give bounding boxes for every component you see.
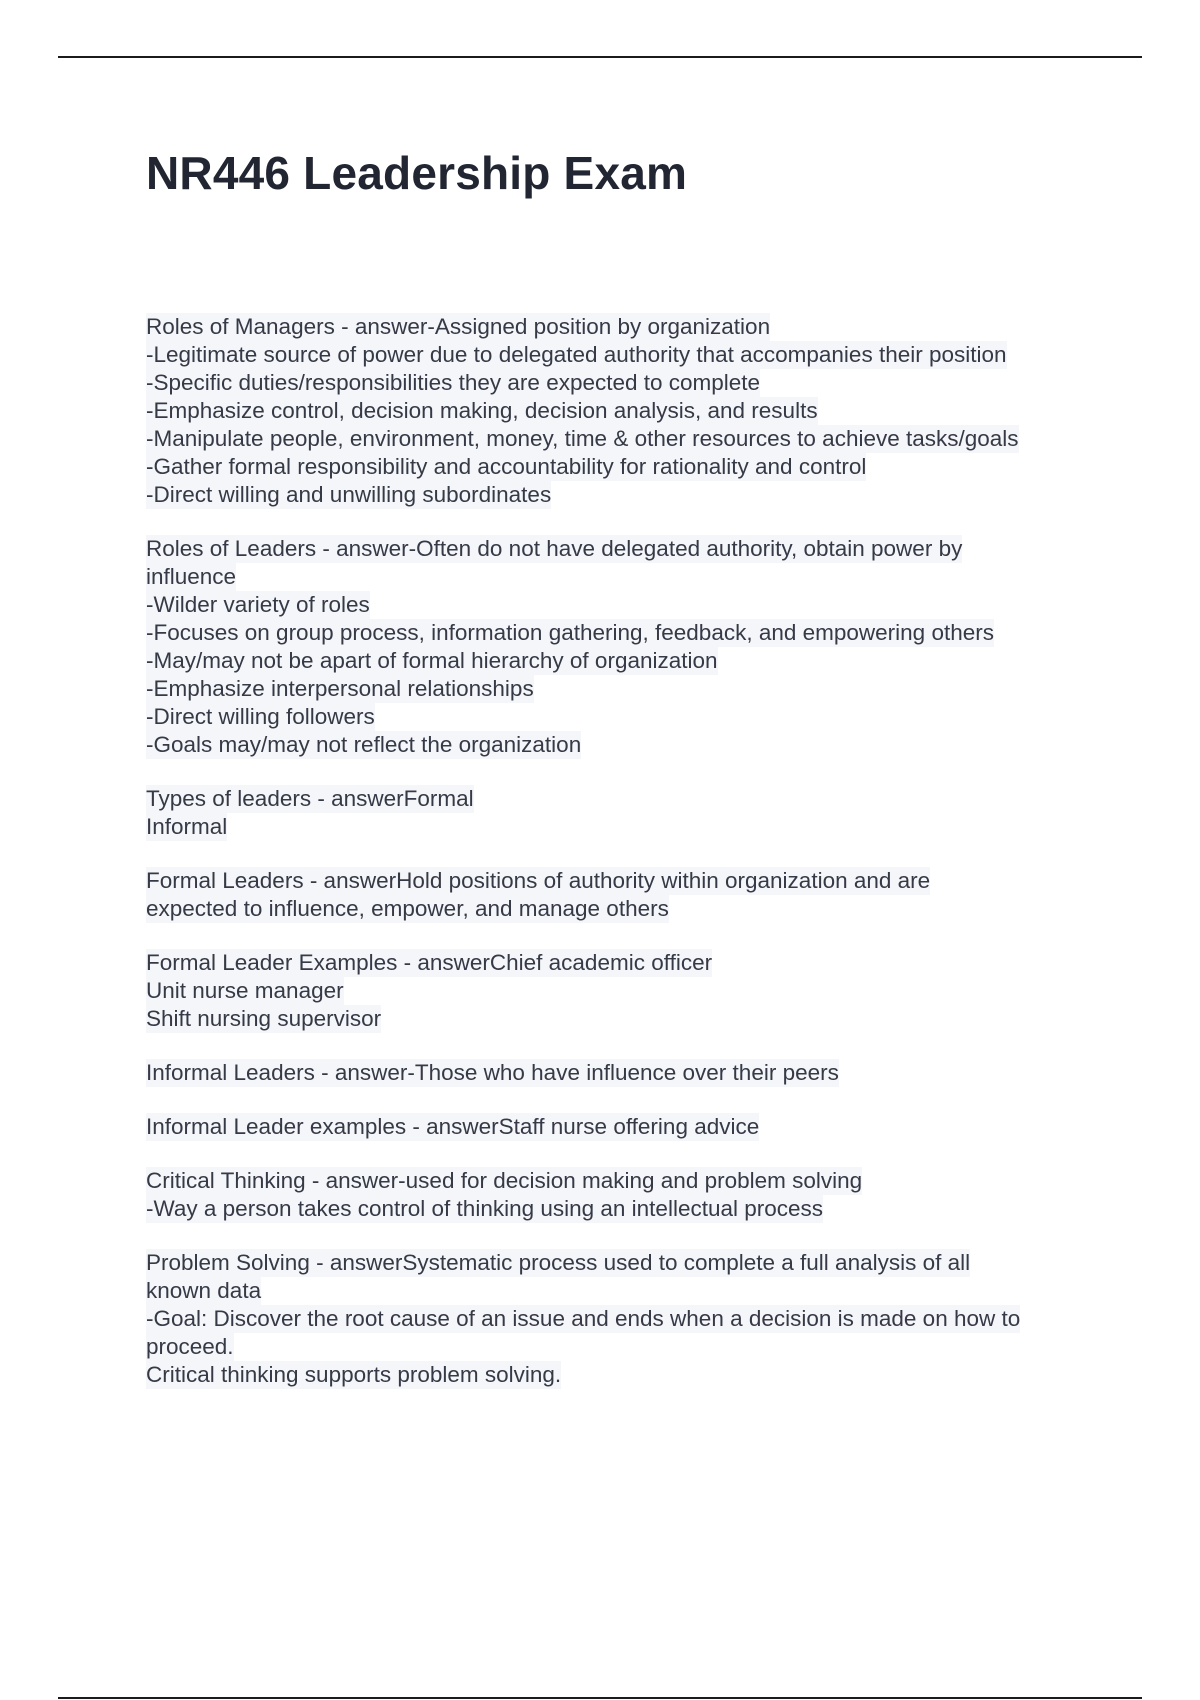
text-line: Types of leaders - answerFormal: [146, 786, 474, 811]
text-line: -Focuses on group process, information gathering, feedback, and empowering others: [146, 620, 994, 645]
text-line: -Emphasize interpersonal relationships: [146, 676, 534, 701]
qa-block-formal-leader-examples: [146, 949, 1096, 1033]
text-line: -Legitimate source of power due to delegated authority that accompanies their position: [146, 342, 1007, 367]
qa-block-roles-of-managers: [146, 313, 1096, 509]
page-title: NR446 Leadership Exam: [146, 147, 688, 199]
text-line: Roles of Leaders - answer-Often do not have delegated authority, obtain power by: [146, 536, 963, 561]
text-line: Critical Thinking - answer-used for decision making and problem solving: [146, 1168, 863, 1193]
qa-block-types-of-leaders: [146, 785, 1096, 841]
text-line: proceed.: [146, 1334, 234, 1359]
text-line: Critical thinking supports problem solving.: [146, 1362, 562, 1387]
text-line: -Gather formal responsibility and accountability for rationality and control: [146, 454, 867, 479]
text-line: Informal: [146, 814, 228, 839]
text-line: -May/may not be apart of formal hierarchy of organization: [146, 648, 718, 673]
text-line: -Direct willing and unwilling subordinates: [146, 482, 552, 507]
text-line: -Wilder variety of roles: [146, 592, 370, 617]
text-line: -Manipulate people, environment, money, time & other resources to achieve tasks/goals: [146, 426, 1019, 451]
text-line: known data: [146, 1278, 262, 1303]
top-divider: [58, 56, 1142, 58]
bottom-divider: [58, 1697, 1142, 1699]
text-line: expected to influence, empower, and manage others: [146, 896, 669, 921]
text-line: -Goals may/may not reflect the organization: [146, 732, 582, 757]
text-line: -Way a person takes control of thinking using an intellectual process: [146, 1196, 824, 1221]
qa-block-informal-leaders: [146, 1059, 1096, 1087]
text-line: Problem Solving - answerSystematic process used to complete a full analysis of all: [146, 1250, 971, 1275]
text-line: -Direct willing followers: [146, 704, 375, 729]
text-line: influence: [146, 564, 237, 589]
text-line: Formal Leaders - answerHold positions of authority within organization and are: [146, 868, 931, 893]
qa-block-informal-leader-examples: [146, 1113, 1096, 1141]
text-line: Informal Leaders - answer-Those who have influence over their peers: [146, 1060, 839, 1085]
text-line: Formal Leader Examples - answerChief academic officer: [146, 950, 713, 975]
text-line: Shift nursing supervisor: [146, 1006, 382, 1031]
text-line: -Emphasize control, decision making, decision analysis, and results: [146, 398, 818, 423]
text-line: Informal Leader examples - answerStaff nurse offering advice: [146, 1114, 760, 1139]
document-body: [146, 313, 1096, 1415]
text-line: Unit nurse manager: [146, 978, 344, 1003]
qa-block-problem-solving: [146, 1249, 1096, 1389]
text-line: -Specific duties/responsibilities they are expected to complete: [146, 370, 761, 395]
qa-block-formal-leaders: [146, 867, 1096, 923]
text-line: -Goal: Discover the root cause of an issue and ends when a decision is made on how to: [146, 1306, 1021, 1331]
qa-block-roles-of-leaders: [146, 535, 1096, 759]
text-line: Roles of Managers - answer-Assigned position by organization: [146, 314, 771, 339]
qa-block-critical-thinking: [146, 1167, 1096, 1223]
